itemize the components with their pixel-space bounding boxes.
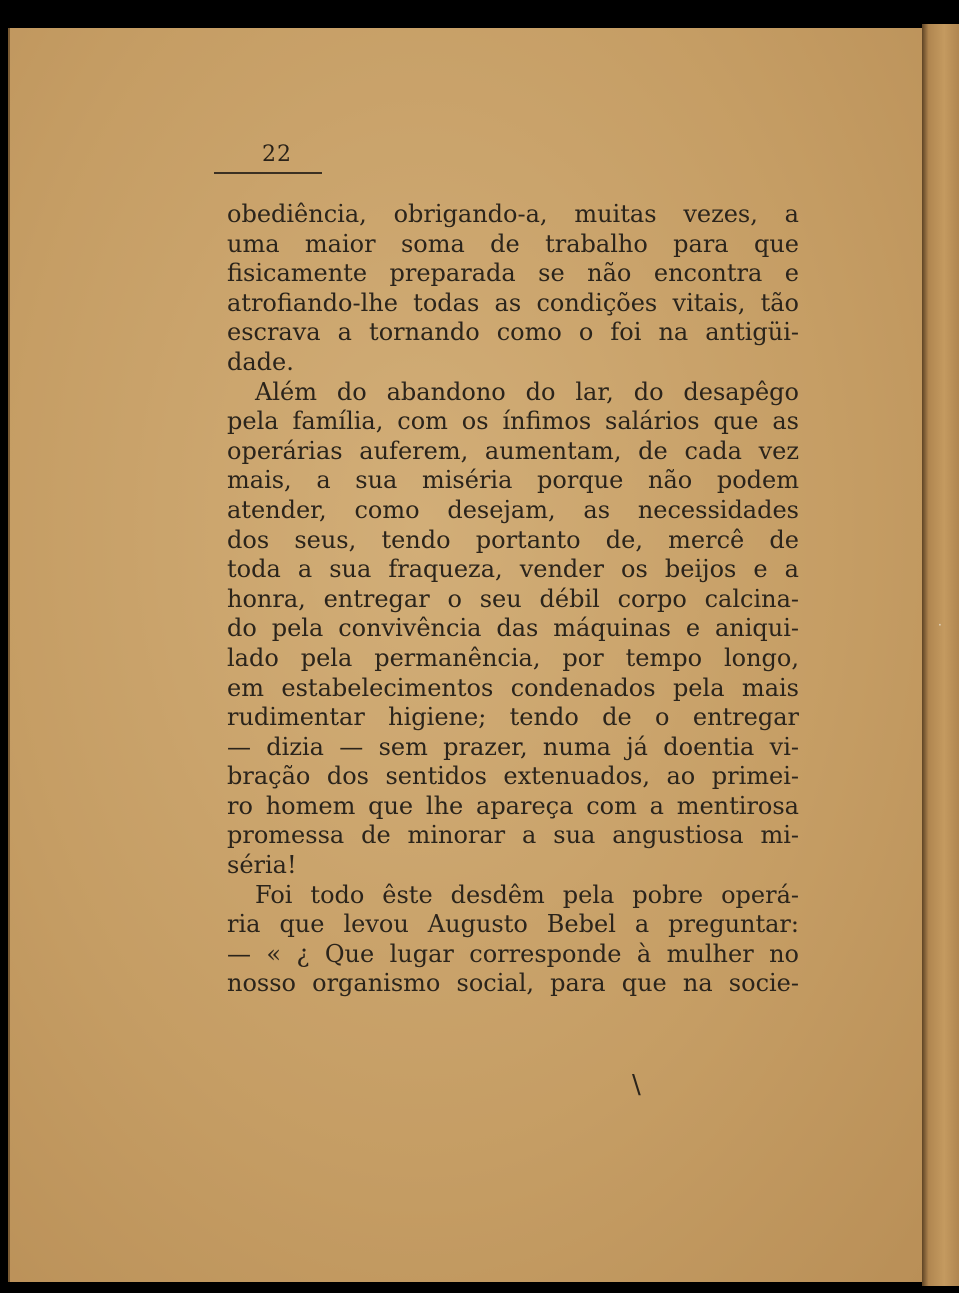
text-line: escrava a tornando como o foi na antigüi- bbox=[227, 318, 799, 347]
text-line: Além do abandono do lar, do desapêgo bbox=[255, 377, 799, 406]
bottom-mark: \ bbox=[632, 1070, 641, 1100]
text-line: toda a sua fraqueza, vender os beijos e a bbox=[227, 555, 799, 584]
edge-mark: · bbox=[938, 618, 942, 632]
text-line: nosso organismo social, para que na socie- bbox=[227, 969, 799, 998]
text-line: fisicamente preparada se não encontra e bbox=[227, 259, 799, 288]
text-line: pela família, com os ínfimos salários que as bbox=[227, 407, 799, 436]
text-line: promessa de minorar a sua angustiosa mi- bbox=[227, 821, 799, 850]
text-line: bração dos sentidos extenuados, ao primei- bbox=[227, 762, 799, 791]
text-line: dos seus, tendo portanto de, mercê de bbox=[227, 525, 799, 554]
text-line: lado pela permanência, por tempo longo, bbox=[227, 643, 799, 672]
text-line: ria que levou Augusto Bebel a preguntar: bbox=[227, 910, 799, 939]
text-line: séria! bbox=[227, 851, 297, 880]
text-line: mais, a sua miséria porque não podem bbox=[227, 466, 799, 495]
adjacent-page-edge bbox=[922, 24, 959, 1286]
page-number: 22 bbox=[262, 142, 292, 167]
text-line: rudimentar higiene; tendo de o entregar bbox=[227, 703, 799, 732]
text-line: dade. bbox=[227, 347, 294, 376]
text-line: uma maior soma de trabalho para que bbox=[227, 229, 799, 258]
page-number-rule bbox=[214, 172, 322, 174]
text-line: do pela convivência das máquinas e aniqui- bbox=[227, 614, 799, 643]
text-line: atrofiando-lhe todas as condições vitais, tão bbox=[227, 288, 799, 317]
text-line: em estabelecimentos condenados pela mais bbox=[227, 673, 799, 702]
text-line: — dizia — sem prazer, numa já doentia vi- bbox=[227, 732, 799, 761]
text-line: obediência, obrigando-a, muitas vezes, a bbox=[227, 200, 799, 228]
text-line: honra, entregar o seu débil corpo calcina- bbox=[227, 584, 799, 613]
body-text bbox=[227, 200, 799, 999]
text-line: ro homem que lhe apareça com a mentirosa bbox=[227, 791, 799, 820]
text-line: atender, como desejam, as necessidades bbox=[227, 495, 799, 524]
text-line: — « ¿ Que lugar corresponde à mulher no bbox=[227, 939, 799, 968]
text-line: Foi todo êste desdêm pela pobre operá- bbox=[255, 880, 799, 909]
text-line: operárias auferem, aumentam, de cada vez bbox=[227, 436, 799, 465]
